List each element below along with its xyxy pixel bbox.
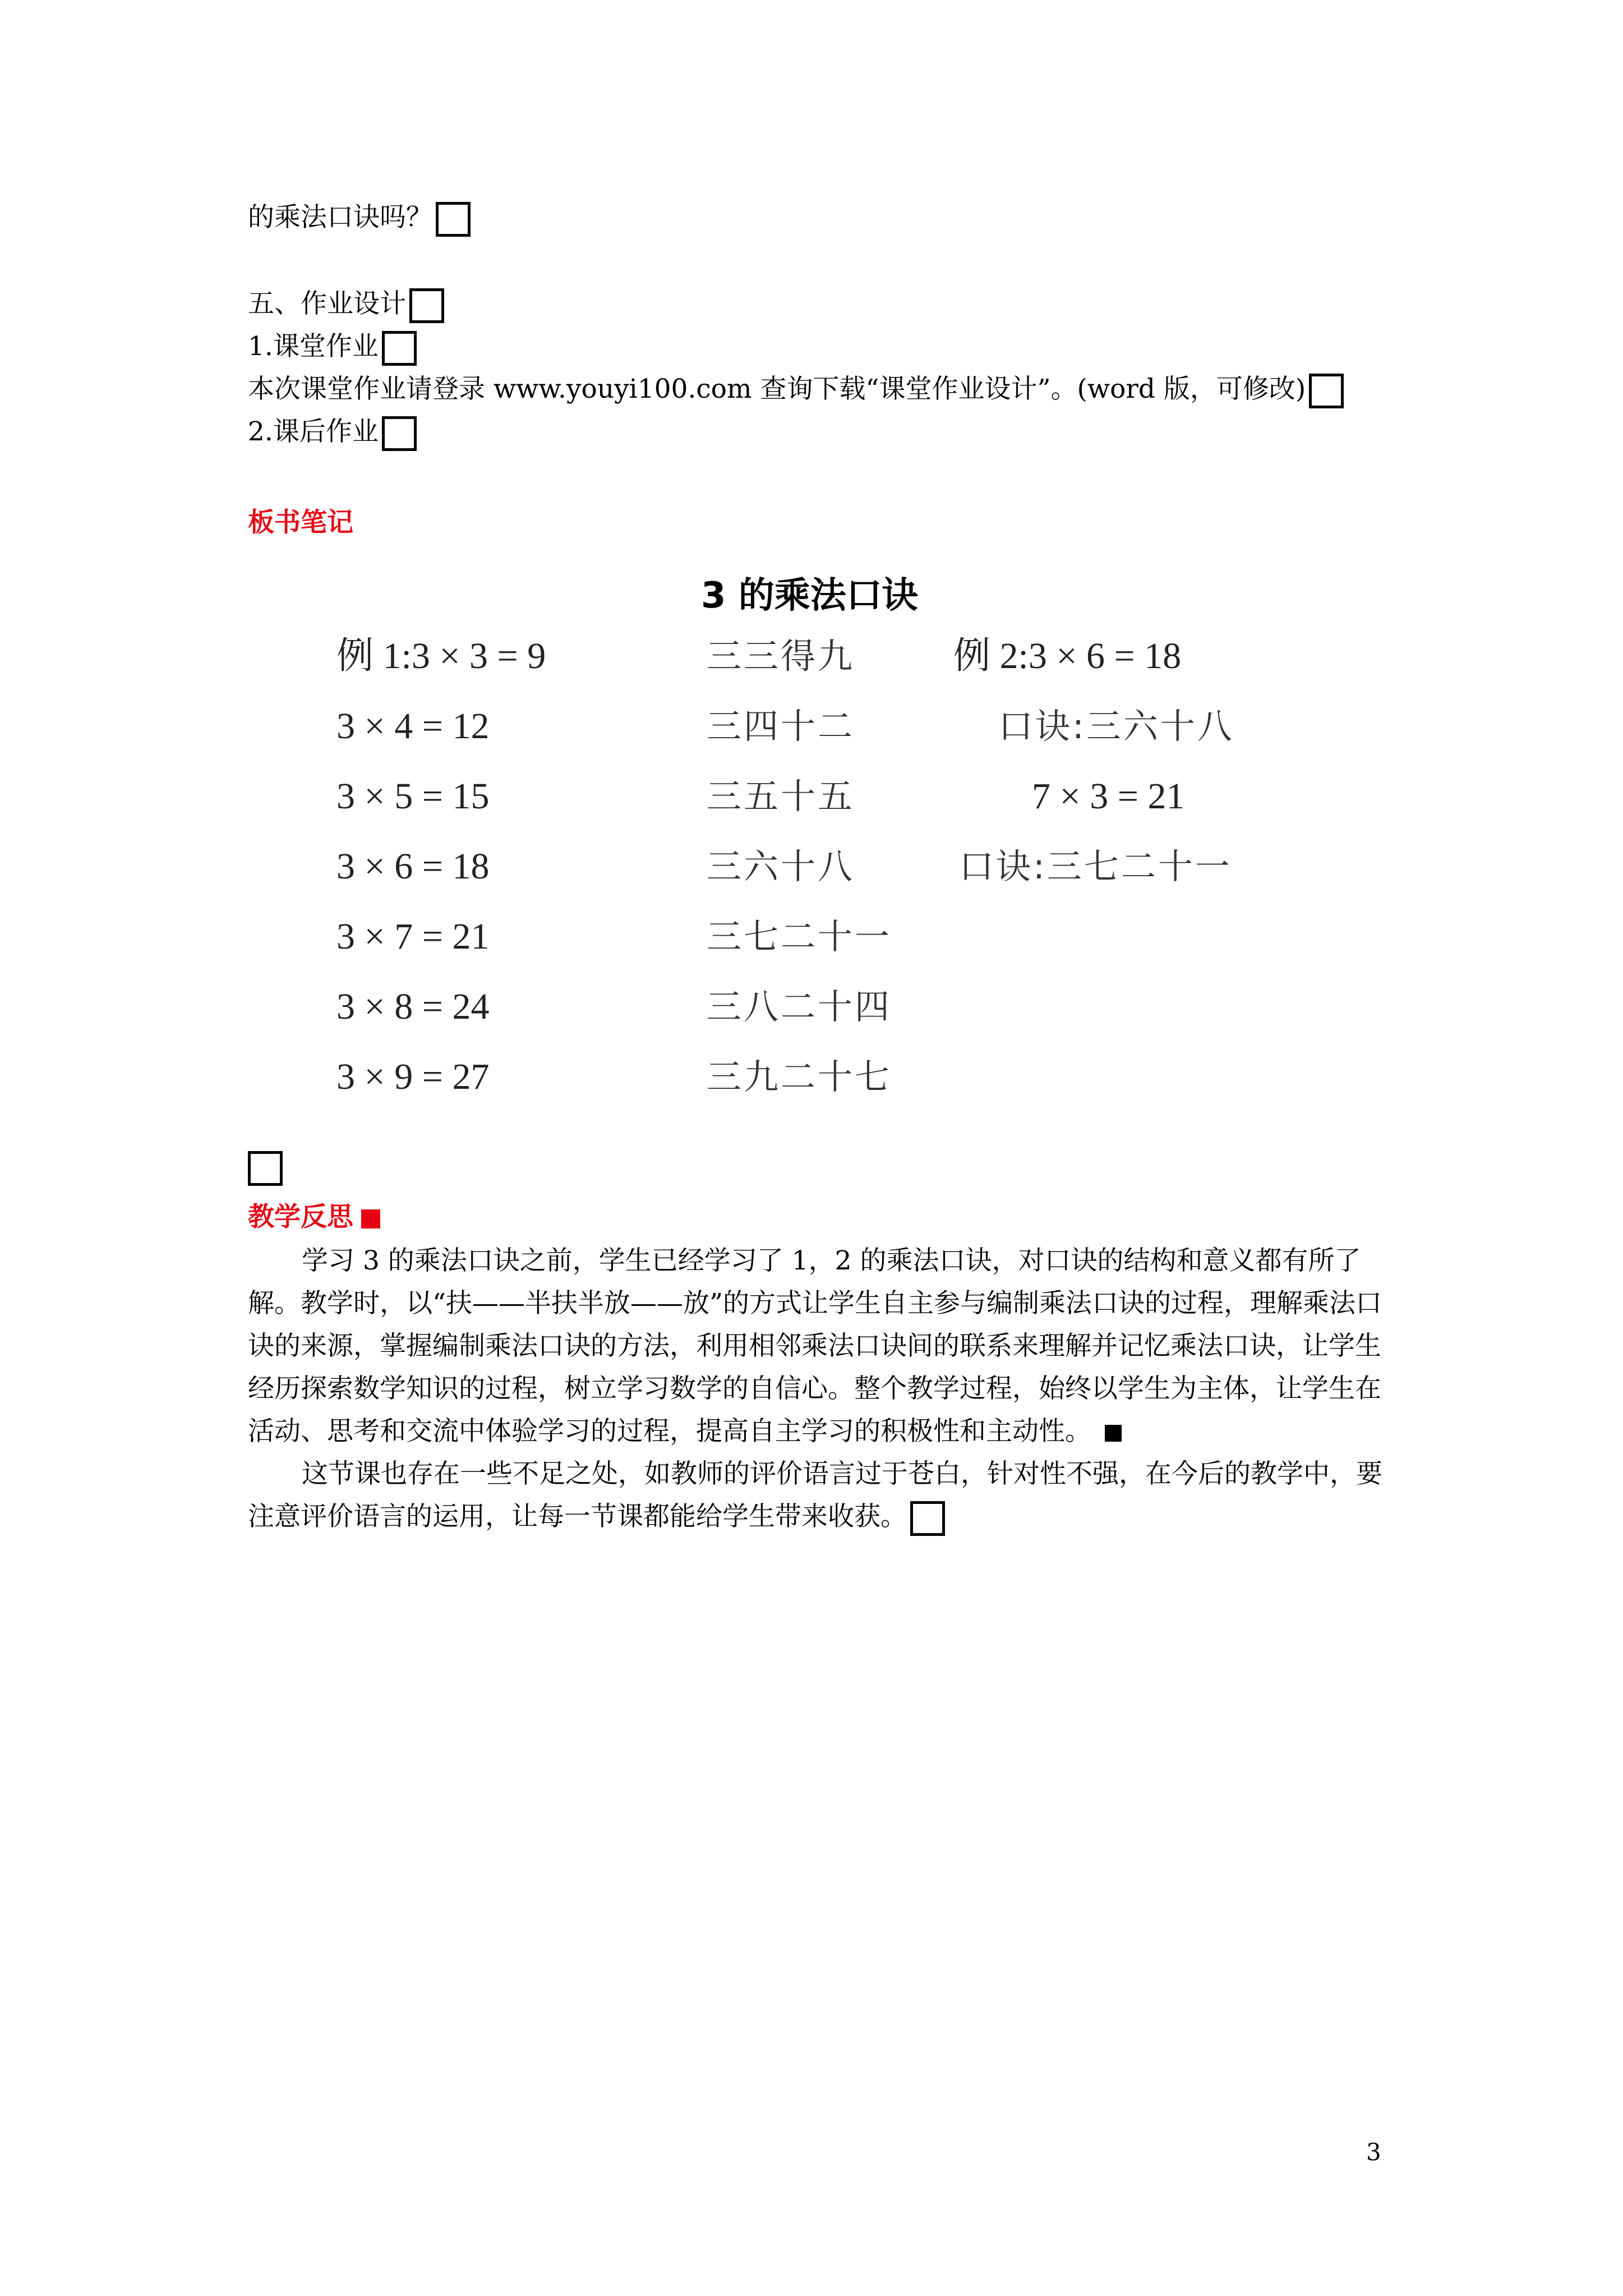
rhyme-row: 三三得九 bbox=[707, 636, 855, 677]
empty-box bbox=[248, 1151, 283, 1186]
rhyme-row: 三六十八 bbox=[707, 846, 855, 887]
homework-detail-line bbox=[248, 372, 1344, 408]
board-title: 3 的乘法口诀 bbox=[701, 575, 918, 616]
rhyme-row: 三五十五 bbox=[707, 776, 855, 817]
homework-item1-line bbox=[248, 330, 417, 366]
empty-box bbox=[910, 1501, 945, 1536]
rhyme-row: 三四十二 bbox=[707, 706, 855, 747]
reflection-paragraph-1: 学习 3 的乘法口诀之前，学生已经学习了 1，2 的乘法口诀，对口诀的结构和意义都有所了解。教学时，以“扶——半扶半放——放”的方式让学生自主参与编制乘法口诀的过程，理解乘法口诀的来源，掌握编制乘法口诀的方法，利用相邻乘法口诀间的联系来理解并记忆乘法口诀，让学生经历探索数学知识的过程，树立学习数学的自信心。整个教学过程，始终以学生为主体，让学生在活动、思考和交流中体验学习的过程，提高自主学习的积极性和主动性。 bbox=[248, 1245, 1382, 1447]
equation-row: 3 × 4 = 12 bbox=[336, 706, 490, 747]
black-square-icon bbox=[1105, 1425, 1122, 1442]
box-line bbox=[248, 1150, 283, 1186]
equation-row: 3 × 6 = 18 bbox=[336, 846, 490, 887]
homework-item2-line bbox=[248, 415, 417, 451]
example2-line: 例 2:3 × 6 = 18 bbox=[953, 636, 1182, 677]
homework-item2: 2.课后作业 bbox=[248, 416, 379, 447]
question-text: 的乘法口诀吗？ bbox=[248, 202, 432, 233]
red-square-icon bbox=[361, 1209, 380, 1228]
example2-line: 口诀:三六十八 bbox=[998, 706, 1234, 747]
question-line bbox=[248, 201, 471, 237]
equation-row: 3 × 5 = 15 bbox=[336, 776, 490, 817]
equation-row: 3 × 8 = 24 bbox=[336, 986, 490, 1027]
rhyme-row: 三九二十七 bbox=[707, 1056, 892, 1097]
equation-row: 3 × 7 = 21 bbox=[336, 916, 490, 957]
example2-line: 7 × 3 = 21 bbox=[1032, 776, 1185, 817]
board-notes-image bbox=[336, 555, 1290, 1116]
empty-box bbox=[382, 331, 417, 366]
empty-box bbox=[382, 416, 417, 451]
empty-box bbox=[436, 202, 471, 237]
homework-item1-detail: 本次课堂作业请登录 www.youyi100.com 查询下载“课堂作业设计”。(word 版，可修改) bbox=[248, 374, 1306, 404]
board-notes-heading: 板书笔记 bbox=[248, 507, 353, 538]
reflection-body bbox=[248, 1240, 1398, 1538]
equation-row: 3 × 9 = 27 bbox=[336, 1056, 490, 1097]
rhyme-row: 三七二十一 bbox=[707, 916, 892, 957]
reflection-heading: 教学反思 bbox=[248, 1202, 353, 1232]
empty-box bbox=[409, 288, 444, 323]
homework-heading: 五、作业设计 bbox=[248, 288, 406, 319]
page-number: 3 bbox=[1366, 2138, 1381, 2166]
reflection-heading-line bbox=[248, 1200, 380, 1234]
reflection-paragraph-2: 这节课也存在一些不足之处，如教师的评价语言过于苍白，针对性不强，在今后的教学中，要注意评价语言的运用，让每一节课都能给学生带来收获。 bbox=[248, 1453, 1398, 1538]
rhyme-row: 三八二十四 bbox=[707, 986, 892, 1027]
homework-heading-line bbox=[248, 287, 444, 323]
equation-row: 例 1:3 × 3 = 9 bbox=[336, 636, 546, 677]
homework-item1: 1.课堂作业 bbox=[248, 331, 379, 362]
example2-line: 口诀:三七二十一 bbox=[959, 846, 1232, 887]
empty-box bbox=[1309, 374, 1344, 408]
